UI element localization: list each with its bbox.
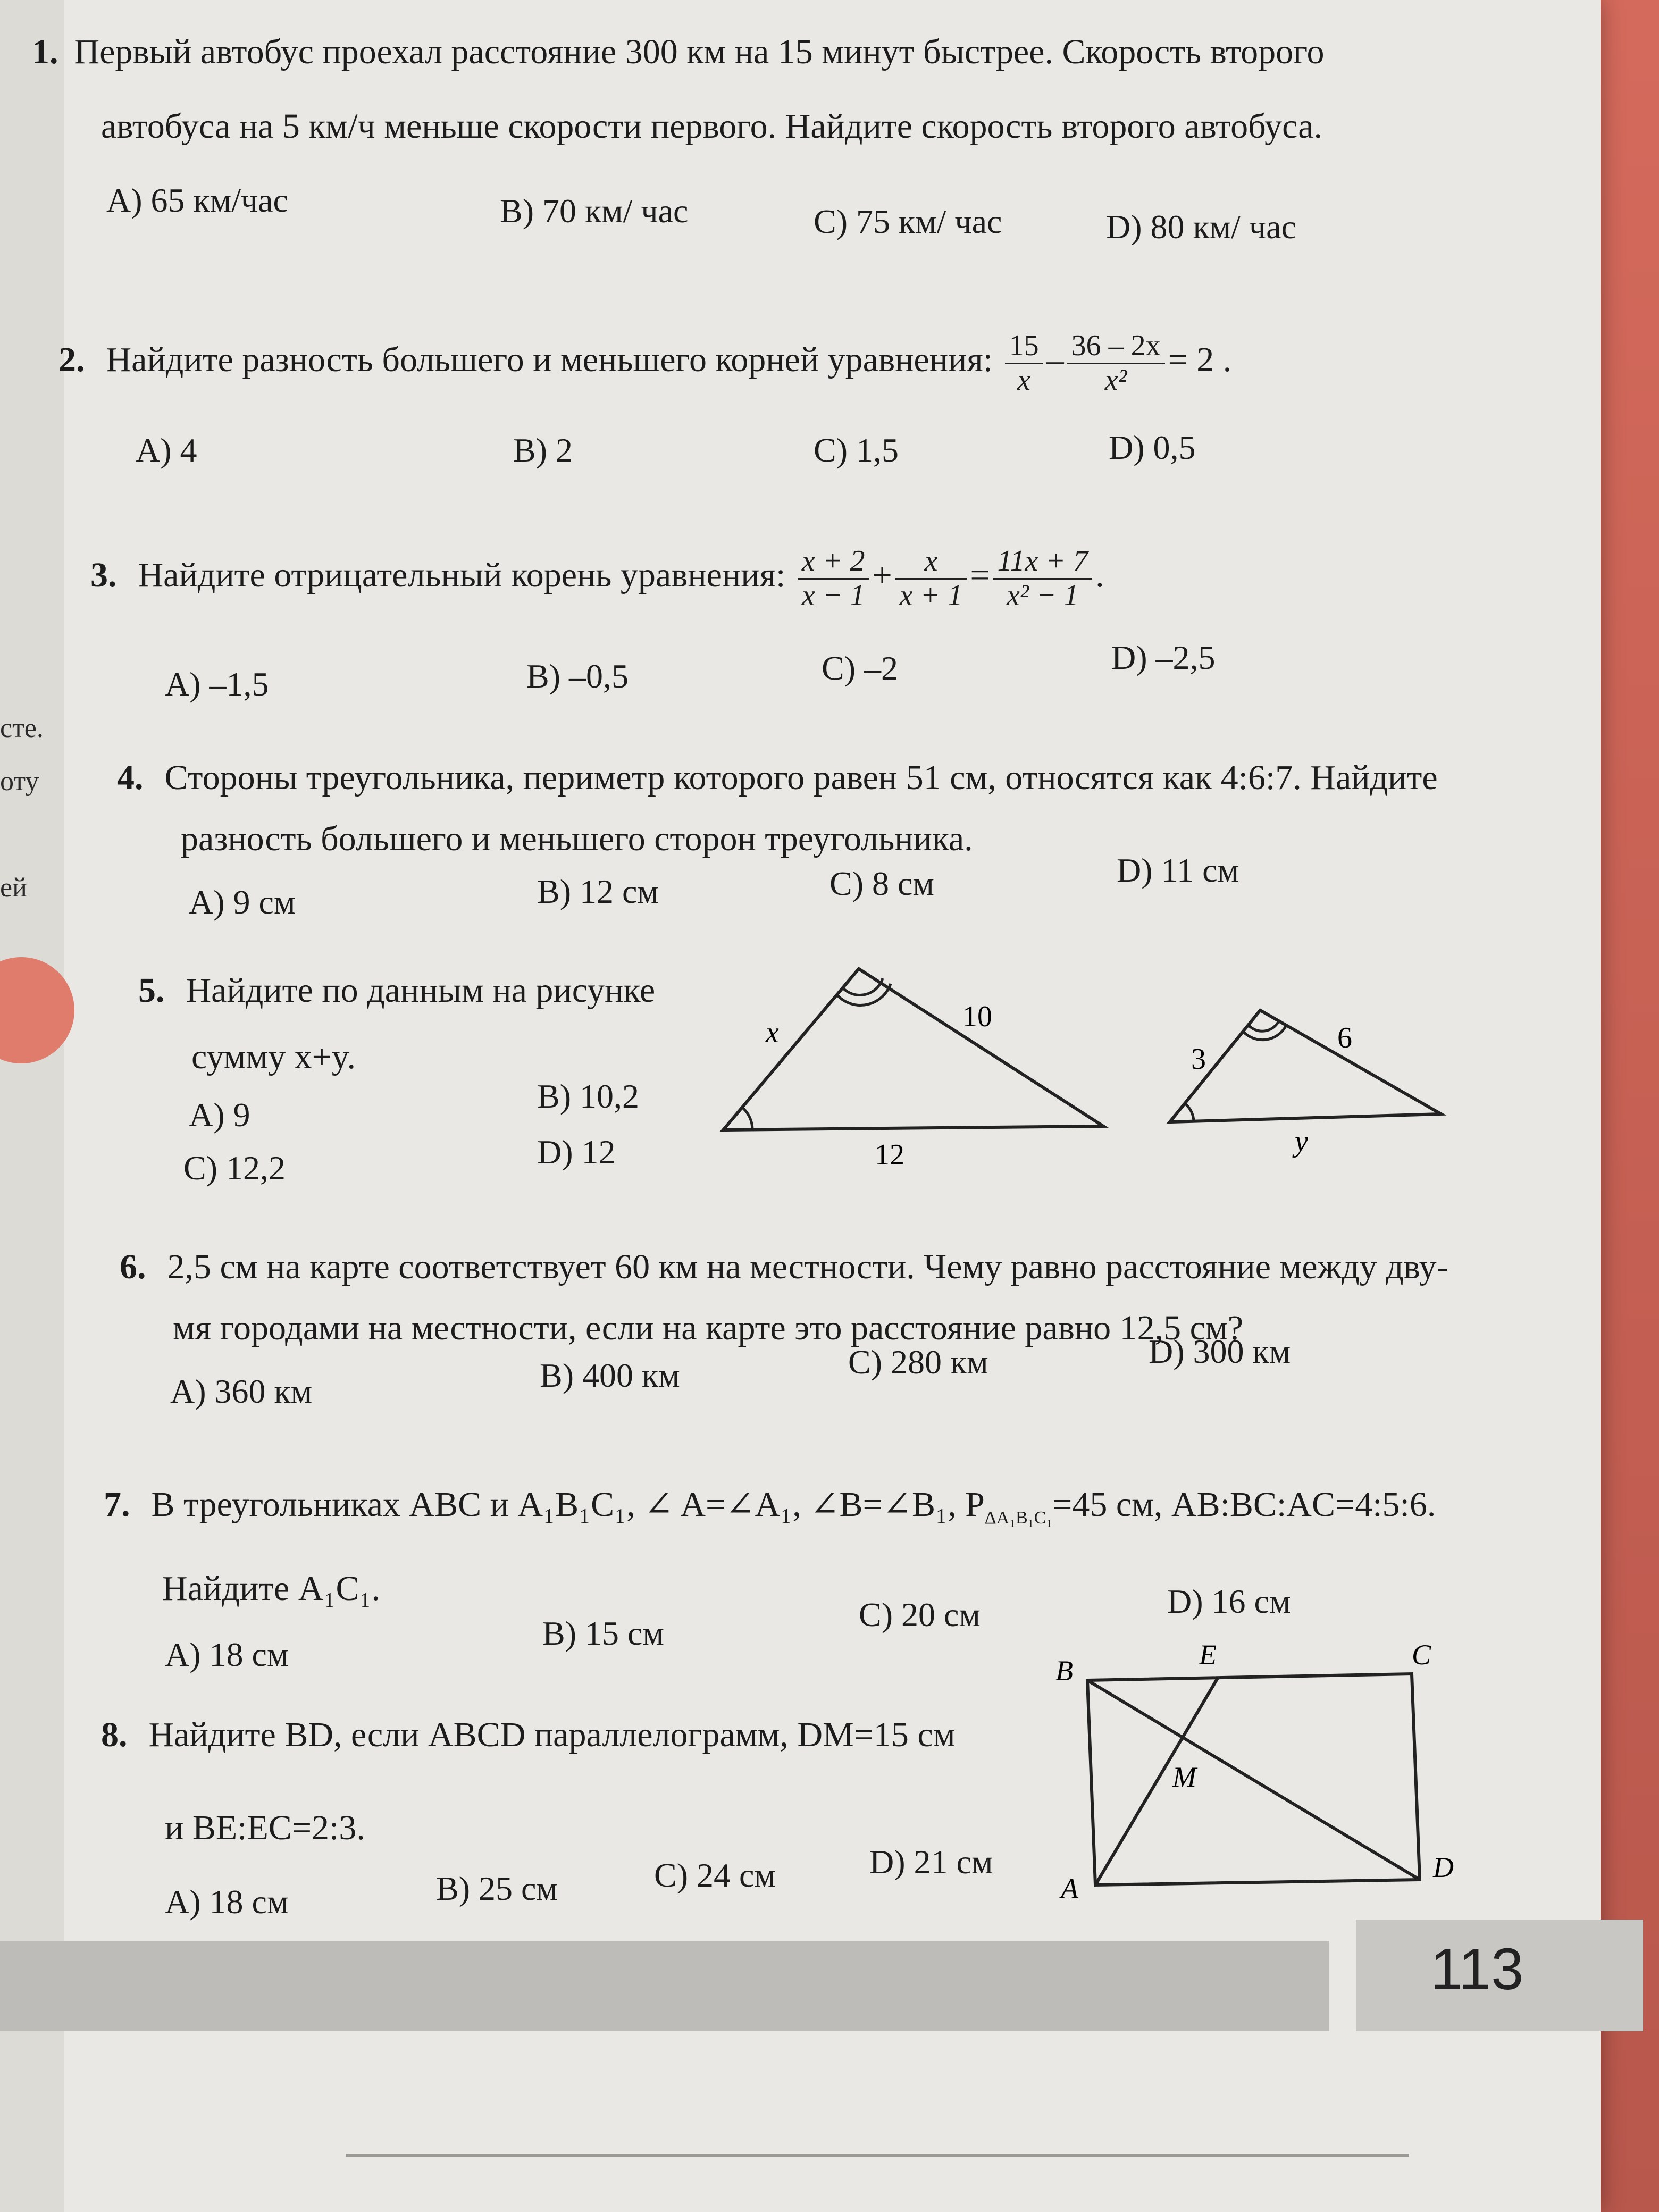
segment-ae [1095,1678,1218,1885]
question-7 [104,1484,1436,1528]
answer-option[interactable]: D) 12 [537,1133,616,1171]
question-text-end: =45 см, AB:BC:AC=4:5:6. [1052,1485,1436,1524]
minus-sign: – [1046,340,1064,380]
diagonal-bd [1087,1680,1420,1880]
answer-option[interactable]: A) 65 км/час [106,181,288,219]
angle-mark [1185,1103,1194,1122]
answer-option[interactable]: D) 300 км [1149,1333,1291,1370]
angle-mark [742,1107,752,1130]
question-4-line-2: разность большего и меньшего сторон треугольника. [181,819,973,858]
answer-option[interactable]: B) 10,2 [537,1077,639,1115]
question-number: 2. [58,340,85,380]
answer-option[interactable]: A) –1,5 [165,665,269,703]
angle-mark [1243,1026,1286,1040]
question-number: 7. [104,1485,130,1524]
question-text: В треугольниках ABC и A₁B₁C₁, ∠ A=∠A₁, ∠B=∠B₁, P [151,1485,985,1524]
fraction: $\frac{x}{x + 1}$ [895,545,967,612]
equation-rhs: = 2 . [1168,340,1232,380]
answer-option[interactable]: A) 18 см [165,1636,289,1673]
answer-option[interactable]: D) 0,5 [1109,429,1196,466]
vertex-label: C [1412,1639,1431,1671]
answer-option[interactable]: A) 9 см [189,883,296,921]
triangle-figure-1 [707,957,1133,1170]
triangle-shape [1170,1010,1441,1122]
vertex-label: D [1433,1851,1454,1883]
question-text: Найдите BD, если ABCD параллелограмм, DM=15 см [148,1715,956,1754]
question-5 [138,970,655,1011]
question-text: Первый автобус проехал расстояние 300 км на 15 минут быстрее. Скорость второго [74,32,1325,71]
question-7-line-2: Найдите A₁C₁. [162,1569,381,1608]
fraction: $\frac{x + 2}{x - 1}$ [798,545,869,612]
question-text: Стороны треугольника, периметр которого равен 51 см, относятся как 4:6:7. Найдите [164,758,1438,797]
answer-option[interactable]: C) 280 км [848,1343,988,1381]
vertex-label: A [1061,1873,1078,1905]
triangle-shape [723,969,1103,1130]
answer-option[interactable]: C) 1,5 [814,431,899,469]
parallelogram-figure [1042,1638,1468,1914]
answer-option[interactable]: A) 360 км [170,1372,313,1410]
page-number: 113 [1430,1937,1524,2002]
answer-option[interactable]: D) 16 см [1167,1582,1291,1620]
answer-option[interactable]: C) 12,2 [183,1149,286,1187]
perimeter-subscript: ΔA₁B₁C₁ [984,1508,1053,1528]
question-8-line-2: и BE:EC=2:3. [165,1808,365,1847]
equals-sign: = [970,556,990,595]
question-1-line-2: автобуса на 5 км/ч меньше скорости первого. Найдите скорость второго автобуса. [101,107,1323,146]
divider [346,2154,1409,2157]
question-number: 5. [138,971,165,1010]
question-4 [117,758,1438,798]
question-number: 3. [90,556,117,595]
answer-option[interactable]: B) 25 см [436,1870,558,1907]
question-number: 1. [32,32,58,71]
question-8 [101,1715,955,1755]
period: . [1095,556,1104,595]
answer-option[interactable]: B) –0,5 [526,657,629,695]
answer-option[interactable]: C) 75 км/ час [814,203,1002,240]
question-2 [58,330,1231,397]
answer-option[interactable]: B) 400 км [540,1356,680,1394]
answer-option[interactable]: D) 80 км/ час [1106,208,1296,246]
answer-option[interactable]: C) –2 [822,649,898,687]
footer-bar [0,1941,1329,2031]
answer-option[interactable]: D) 21 см [869,1843,993,1881]
fraction: $\frac{15}{x}$ [1005,330,1043,397]
answer-option[interactable]: B) 12 см [537,873,659,910]
answer-option[interactable]: D) –2,5 [1111,639,1216,676]
triangle-figure-2 [1154,989,1452,1170]
answer-option[interactable]: B) 70 км/ час [500,192,689,230]
question-number: 8. [101,1715,128,1754]
question-text: Найдите по данным на рисунке [186,971,656,1010]
angle-mark [1249,1021,1279,1031]
question-6 [120,1247,1448,1287]
question-1 [32,32,1325,72]
point-label: M [1172,1761,1196,1793]
side-label: 6 [1337,1021,1352,1054]
answer-option[interactable]: A) 18 см [165,1883,289,1921]
side-label: 12 [875,1138,904,1170]
answer-option[interactable]: C) 20 см [859,1596,981,1633]
margin-fragment: сте. [0,713,44,743]
point-label: E [1199,1639,1217,1671]
answer-option[interactable]: A) 9 [189,1096,250,1134]
answer-option[interactable]: A) 4 [136,431,197,469]
fraction: $\frac{11x + 7}{\text{x² − 1}}$ [993,545,1093,612]
vertex-label: B [1055,1655,1073,1687]
question-text: 2,5 см на карте соответствует 60 км на местности. Чему равно расстояние между дву- [167,1247,1448,1286]
question-6-line-2: мя городами на местности, если на карте это расстояние равно 12,5 см? [173,1309,1244,1347]
fraction: $\frac{36 - 2x}{\text{x²}}$ [1067,330,1165,397]
margin-fragment: оту [0,766,39,797]
question-number: 4. [117,758,144,797]
question-3 [90,545,1104,612]
side-label: y [1295,1125,1308,1158]
question-number: 6. [120,1247,146,1286]
side-label: x [766,1016,779,1049]
question-text: Найдите разность большего и меньшего корней уравнения: [106,340,993,380]
answer-option[interactable]: D) 11 см [1117,851,1239,889]
answer-option[interactable]: B) 15 см [542,1614,664,1652]
plus-sign: + [872,556,892,595]
answer-option[interactable]: C) 8 см [830,865,934,902]
previous-page-edge [0,0,64,2212]
answer-option[interactable]: C) 24 см [654,1856,776,1894]
side-label: 3 [1191,1043,1206,1076]
question-5-line-2: сумму x+y. [191,1037,356,1076]
answer-option[interactable]: B) 2 [513,431,573,469]
side-label: 10 [962,1000,992,1033]
question-text: Найдите отрицательный корень уравнения: [138,556,786,595]
margin-fragment: ей [0,873,27,903]
